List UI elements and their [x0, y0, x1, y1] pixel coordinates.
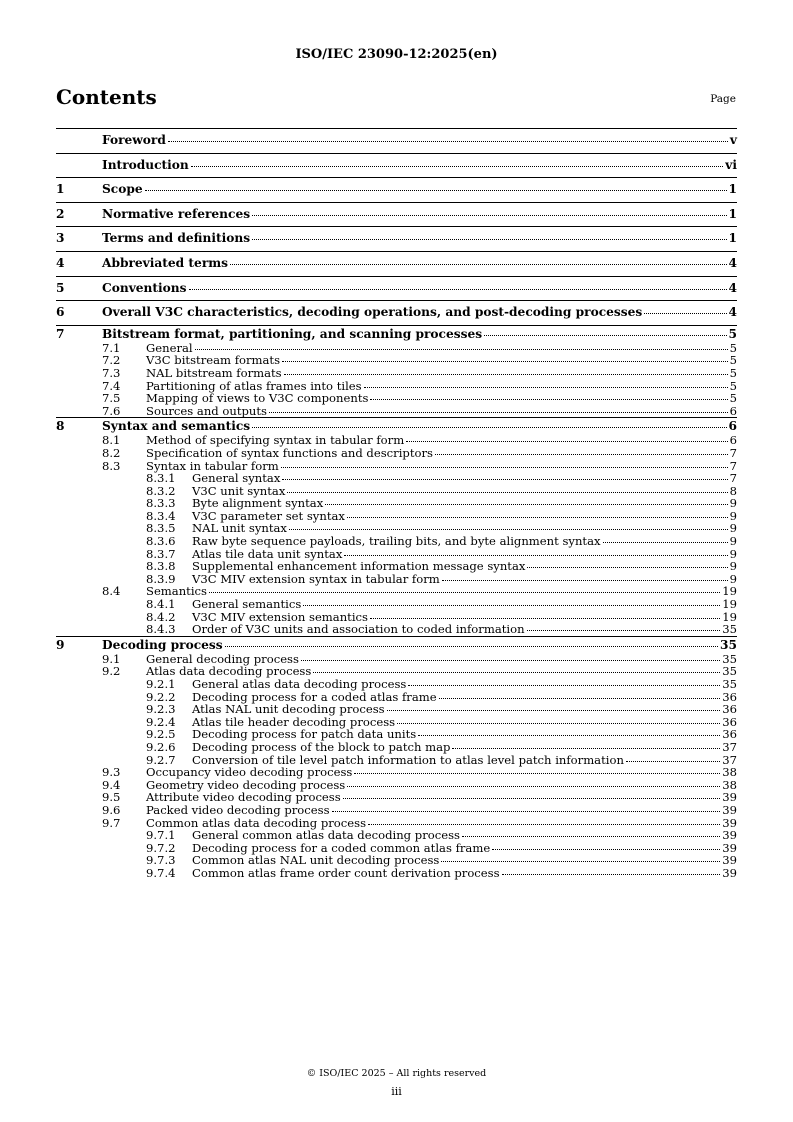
dot-leader	[370, 618, 720, 619]
toc-entry-number: 9.4	[102, 777, 121, 792]
toc-entry-number: 8.4	[102, 584, 121, 599]
dot-leader	[191, 166, 723, 167]
toc-entry-page: 39	[722, 853, 737, 868]
toc-entry-page: 1	[728, 182, 737, 197]
dot-leader	[492, 849, 720, 850]
toc-entry-number: 8.3	[102, 458, 121, 473]
dot-leader	[397, 723, 720, 724]
dot-leader	[368, 824, 720, 825]
toc-entry-title: General syntax	[192, 471, 281, 486]
dot-leader	[225, 646, 718, 647]
toc-entry-page: 19	[722, 609, 737, 624]
toc-entry-title: Conventions	[102, 280, 187, 295]
dot-leader	[354, 773, 720, 774]
dot-leader	[418, 735, 720, 736]
toc-entry-page: 1	[728, 206, 737, 221]
toc-entry-page: 5	[729, 365, 737, 380]
toc-entry-title: Abbreviated terms	[102, 255, 228, 270]
toc-entry-title: Specification of syntax functions and descriptors	[146, 445, 433, 460]
toc-entry-title: General	[146, 340, 193, 355]
toc-entry[interactable]	[56, 392, 737, 405]
toc-entry-page: 7	[729, 458, 737, 473]
toc-entry-number: 9.2.7	[146, 752, 176, 767]
toc-entry-title: Packed video decoding process	[146, 802, 330, 817]
toc-entry-title: NAL unit syntax	[192, 521, 287, 536]
dot-leader	[408, 685, 720, 686]
dot-leader	[230, 264, 727, 265]
dot-leader	[452, 748, 720, 749]
dot-leader	[145, 190, 727, 191]
toc-entry-number: 2	[56, 206, 65, 221]
toc-entry-number: 3	[56, 231, 65, 246]
dot-leader	[252, 215, 726, 216]
toc-entry[interactable]	[56, 417, 737, 434]
toc-entry[interactable]	[56, 226, 737, 251]
toc-entry-number: 8.3.9	[146, 571, 176, 586]
dot-leader	[168, 141, 728, 142]
toc-entry-title: V3C MIV extension syntax in tabular form	[192, 571, 440, 586]
toc-entry-title: Common atlas frame order count derivation process	[192, 865, 500, 880]
dot-leader	[387, 710, 721, 711]
page-number: iii	[391, 1085, 402, 1098]
toc-entry-title: Terms and definitions	[102, 231, 251, 246]
toc-entry-page: 5	[729, 391, 737, 406]
dot-leader	[287, 492, 727, 493]
toc-entry-page: 19	[722, 584, 737, 599]
dot-leader	[252, 239, 726, 240]
toc-entry[interactable]	[56, 829, 737, 842]
toc-entry-page: 9	[729, 508, 737, 523]
toc-entry-title: V3C bitstream formats	[146, 353, 281, 368]
toc-entry-number: 8.3.7	[146, 546, 176, 561]
toc-entry-page: 39	[722, 840, 737, 855]
toc-entry-number: 8.3.3	[146, 496, 176, 511]
toc-entry-number: 9.7.2	[146, 840, 176, 855]
page-title: Contents	[56, 85, 157, 109]
toc-entry-number: 9.7.1	[146, 828, 176, 843]
toc-entry-page: 36	[722, 689, 737, 704]
toc-entry-title: Decoding process of the block to patch map	[192, 739, 451, 754]
dot-leader	[603, 542, 728, 543]
toc-entry-title: Decoding process for a coded common atlas frame	[192, 840, 491, 855]
toc-entry-page: 39	[722, 815, 737, 830]
toc-entry-number: 1	[56, 182, 65, 197]
toc-entry-page: 39	[722, 790, 737, 805]
dot-leader	[343, 798, 721, 799]
toc-entry-title: Atlas data decoding process	[146, 664, 312, 679]
dot-leader	[344, 555, 727, 556]
toc-entry-page: 6	[729, 433, 737, 448]
toc-entry-page: 9	[729, 546, 737, 561]
toc-entry-page: 6	[728, 419, 737, 434]
toc-entry-page: 7	[729, 445, 737, 460]
toc-entry-number: 9.7.4	[146, 865, 176, 880]
toc-entry-number: 9.3	[102, 765, 121, 780]
toc-entry-title: Attribute video decoding process	[146, 790, 341, 805]
toc-entry-title: Mapping of views to V3C components	[146, 391, 369, 406]
toc-entry-number: 7.5	[102, 391, 121, 406]
toc-entry-number: 7.1	[102, 340, 121, 355]
toc-entry[interactable]	[56, 598, 737, 611]
toc-entry-page: 6	[729, 403, 737, 418]
dot-leader	[484, 335, 726, 336]
toc-entry-number: 9.2.1	[146, 677, 176, 691]
toc-entry-number: 9.1	[102, 651, 121, 666]
toc-entry-number: 7.6	[102, 403, 121, 418]
toc-entry-title: Scope	[102, 182, 143, 197]
toc-entry-title: Normative references	[102, 206, 251, 221]
toc-entry-number: 8.3.4	[146, 508, 176, 523]
toc-entry[interactable]	[56, 128, 737, 153]
dot-leader	[303, 605, 720, 606]
toc-entry-page: 9	[729, 571, 737, 586]
page-column-label: Page	[710, 93, 736, 105]
toc-entry-page: 8	[729, 483, 737, 498]
toc-entry-title: Syntax in tabular form	[146, 458, 279, 473]
document-id-header: ISO/IEC 23090-12:2025(en)	[295, 47, 498, 62]
toc-entry-title: Introduction	[102, 157, 189, 172]
toc-entry-title: Raw byte sequence payloads, trailing bits, and byte alignment syntax	[192, 534, 601, 549]
toc-entry-page: 4	[728, 280, 737, 295]
dot-leader	[527, 567, 727, 568]
toc-entry-number: 4	[56, 255, 65, 270]
toc-entry-title: Common atlas data decoding process	[146, 815, 367, 830]
toc-entry-page: 1	[728, 231, 737, 246]
toc-entry-page: vi	[725, 157, 737, 172]
dot-leader	[644, 313, 726, 314]
toc-entry-number: 9.7.3	[146, 853, 176, 868]
toc-entry-number: 7.2	[102, 353, 121, 368]
toc-entry-page: 35	[722, 651, 737, 666]
dot-leader	[325, 504, 727, 505]
toc-entry-number: 8.4.3	[146, 622, 176, 637]
toc-entry[interactable]	[56, 367, 737, 380]
toc-entry-page: 9	[729, 559, 737, 574]
toc-entry[interactable]	[56, 300, 737, 325]
toc-entry-page: 36	[722, 702, 737, 717]
toc-entry-number: 9.7	[102, 815, 121, 830]
dot-leader	[313, 672, 720, 673]
dot-leader	[442, 580, 728, 581]
toc-entry[interactable]	[56, 251, 737, 276]
toc-entry[interactable]	[56, 177, 737, 202]
dot-leader	[370, 399, 727, 400]
toc-entry-number: 8.4.1	[146, 597, 176, 612]
toc-entry-page: 19	[722, 597, 737, 612]
toc-entry-number: 7.4	[102, 378, 121, 393]
toc-entry-title: Atlas NAL unit decoding process	[192, 702, 385, 717]
table-of-contents	[56, 128, 737, 880]
toc-entry-number: 8.3.8	[146, 559, 176, 574]
dot-leader	[189, 289, 727, 290]
dot-leader	[435, 454, 728, 455]
toc-entry-page: 39	[722, 802, 737, 817]
toc-entry-number: 9	[56, 637, 65, 652]
dot-leader	[347, 517, 728, 518]
toc-entry-title: Decoding process for patch data units	[192, 727, 417, 742]
toc-entry-title: Order of V3C units and association to coded information	[192, 622, 525, 637]
toc-entry[interactable]	[56, 447, 737, 460]
toc-entry-title: Bitstream format, partitioning, and scanning processes	[102, 326, 483, 341]
toc-entry[interactable]	[56, 623, 737, 636]
dot-leader	[502, 874, 721, 875]
dot-leader	[252, 427, 726, 428]
toc-entry-page: 38	[722, 765, 737, 780]
toc-entry-page: 35	[722, 664, 737, 679]
toc-entry[interactable]	[56, 276, 737, 301]
toc-entry-title: General atlas data decoding process	[192, 677, 407, 691]
toc-entry-number: 7.3	[102, 365, 121, 380]
dot-leader	[282, 361, 728, 362]
toc-entry-number: 9.2.6	[146, 739, 176, 754]
toc-entry-title: NAL bitstream formats	[146, 365, 282, 380]
toc-entry-page: 39	[722, 865, 737, 880]
dot-leader	[289, 529, 728, 530]
copyright-notice: © ISO/IEC 2025 – All rights reserved	[306, 1068, 487, 1079]
toc-entry-number: 8.3.2	[146, 483, 176, 498]
toc-entry-number: 9.2	[102, 664, 121, 679]
toc-entry-number: 9.6	[102, 802, 121, 817]
toc-entry-title: Sources and outputs	[146, 403, 268, 418]
toc-entry-title: V3C MIV extension semantics	[192, 609, 368, 624]
dot-leader	[332, 811, 721, 812]
toc-entry-number: 8.3.1	[146, 471, 176, 486]
toc-entry-page: 37	[722, 752, 737, 767]
toc-entry[interactable]	[56, 741, 737, 754]
toc-entry[interactable]	[56, 153, 737, 178]
toc-entry-page: 39	[722, 828, 737, 843]
toc-entry-title: Supplemental enhancement information message syntax	[192, 559, 526, 574]
toc-entry-number: 8.3.6	[146, 534, 176, 549]
dot-leader	[441, 861, 720, 862]
toc-entry-page: 4	[728, 305, 737, 320]
toc-entry-page: 35	[722, 677, 737, 691]
toc-entry-title: Occupancy video decoding process	[146, 765, 353, 780]
toc-entry[interactable]	[56, 636, 737, 653]
dot-leader	[284, 374, 728, 375]
toc-entry-title: Method of specifying syntax in tabular form	[146, 433, 405, 448]
dot-leader	[406, 441, 727, 442]
toc-entry-page: 9	[729, 534, 737, 549]
dot-leader	[439, 698, 721, 699]
toc-entry-title: Atlas tile data unit syntax	[192, 546, 343, 561]
dot-leader	[347, 786, 720, 787]
toc-entry-title: Overall V3C characteristics, decoding operations, and post-decoding processes	[102, 305, 643, 320]
toc-entry-title: Geometry video decoding process	[146, 777, 346, 792]
toc-entry-page: v	[729, 133, 737, 147]
toc-entry-number: 8.3.5	[146, 521, 176, 536]
toc-entry-page: 36	[722, 727, 737, 742]
toc-entry-title: Common atlas NAL unit decoding process	[192, 853, 440, 868]
toc-entry-number: 9.2.5	[146, 727, 176, 742]
dot-leader	[462, 836, 720, 837]
toc-entry-page: 38	[722, 777, 737, 792]
toc-entry-title: General common atlas data decoding process	[192, 828, 460, 843]
toc-entry-page: 5	[729, 353, 737, 368]
toc-entry-page: 5	[729, 340, 737, 355]
dot-leader	[527, 630, 721, 631]
toc-entry-number: 8.2	[102, 445, 121, 460]
toc-entry-title: Conversion of tile level patch information to atlas level patch information	[192, 752, 624, 767]
toc-entry-title: V3C unit syntax	[192, 483, 286, 498]
toc-entry-number: 7	[56, 326, 65, 341]
toc-entry-title: Decoding process	[102, 637, 223, 652]
toc-entry-number: 6	[56, 305, 65, 320]
toc-entry[interactable]	[56, 535, 737, 548]
toc-entry-title: Semantics	[146, 584, 207, 599]
toc-entry-page: 35	[720, 637, 737, 652]
toc-entry[interactable]	[56, 766, 737, 779]
toc-entry-page: 9	[729, 521, 737, 536]
toc-entry-number: 8.1	[102, 433, 121, 448]
toc-entry-title: General semantics	[192, 597, 302, 612]
toc-entry[interactable]	[56, 560, 737, 573]
dot-leader	[364, 387, 728, 388]
toc-entry-page: 7	[729, 471, 737, 486]
toc-entry-page: 4	[728, 255, 737, 270]
toc-entry-number: 8	[56, 419, 65, 434]
toc-entry-page: 5	[728, 326, 737, 341]
toc-entry-number: 9.2.4	[146, 714, 176, 729]
toc-entry-page: 37	[722, 739, 737, 754]
toc-entry-title: V3C parameter set syntax	[192, 508, 345, 523]
toc-entry[interactable]	[56, 867, 737, 880]
toc-entry-title: Syntax and semantics	[102, 419, 251, 434]
dot-leader	[209, 592, 720, 593]
toc-entry[interactable]	[56, 472, 737, 485]
dot-leader	[282, 479, 727, 480]
toc-entry-number: 8.4.2	[146, 609, 176, 624]
toc-entry[interactable]	[56, 703, 737, 716]
dot-leader	[195, 349, 728, 350]
toc-entry[interactable]	[56, 678, 737, 691]
toc-entry-number: 5	[56, 280, 65, 295]
toc-entry-page: 36	[722, 714, 737, 729]
toc-entry-page: 5	[729, 378, 737, 393]
toc-entry-title: Byte alignment syntax	[192, 496, 324, 511]
toc-entry-number: 9.2.2	[146, 689, 176, 704]
toc-entry-title: Atlas tile header decoding process	[192, 714, 396, 729]
toc-entry[interactable]	[56, 325, 737, 342]
toc-entry-number: 9.2.3	[146, 702, 176, 717]
toc-entry-title: Decoding process for a coded atlas frame	[192, 689, 437, 704]
toc-entry[interactable]	[56, 405, 737, 418]
toc-entry[interactable]	[56, 497, 737, 510]
toc-entry-page: 9	[729, 496, 737, 511]
toc-entry-title: Foreword	[102, 133, 166, 147]
toc-entry[interactable]	[56, 804, 737, 817]
toc-entry-title: General decoding process	[146, 651, 299, 666]
toc-entry-page: 35	[722, 622, 737, 637]
dot-leader	[281, 467, 728, 468]
toc-entry-title: Partitioning of atlas frames into tiles	[146, 378, 362, 393]
dot-leader	[269, 412, 728, 413]
toc-entry[interactable]	[56, 202, 737, 227]
dot-leader	[301, 660, 720, 661]
toc-entry-number: 9.5	[102, 790, 121, 805]
dot-leader	[626, 761, 720, 762]
